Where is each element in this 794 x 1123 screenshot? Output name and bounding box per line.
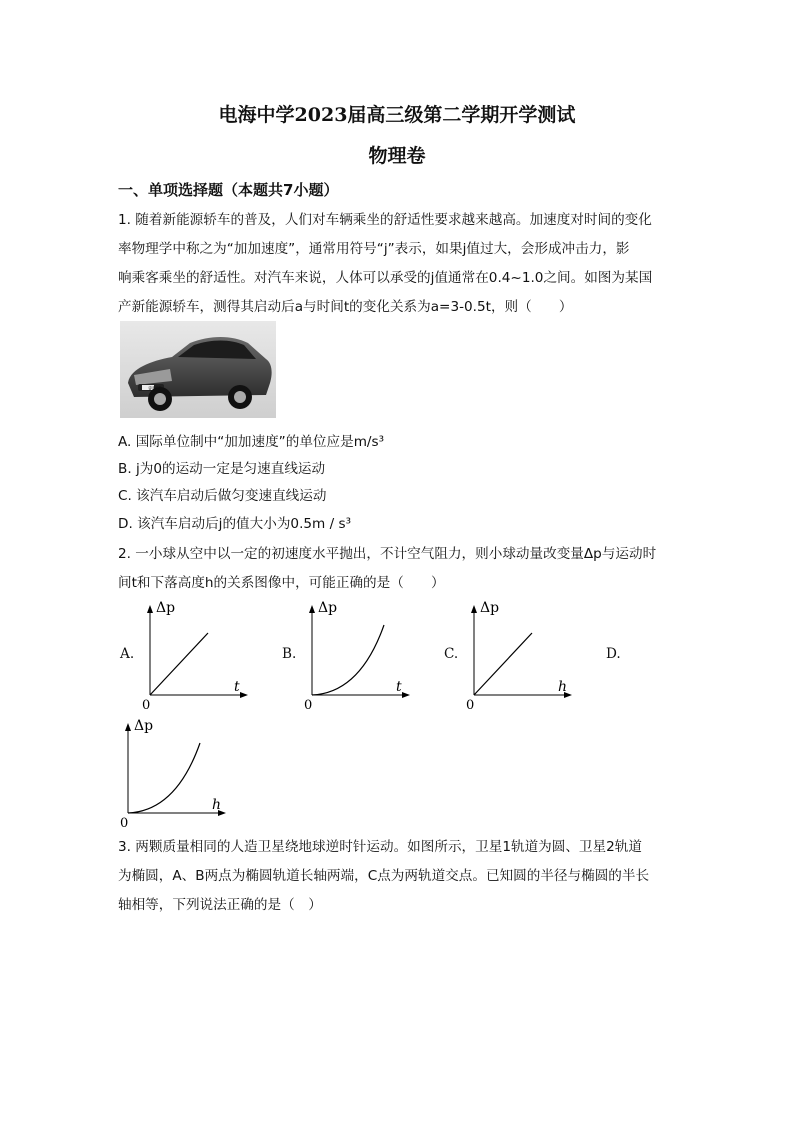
graph-a bbox=[140, 597, 250, 713]
question-line: 间t和下落高度h的关系图像中，可能正确的是（ ） bbox=[118, 575, 445, 591]
question-line: 1. 随着新能源轿车的普及，人们对车辆乘坐的舒适性要求越来越高。加速度对时间的变化 bbox=[118, 212, 652, 228]
origin-label: 0 bbox=[304, 698, 313, 713]
graph-c bbox=[464, 597, 574, 713]
x-axis-label: h bbox=[212, 797, 222, 813]
question-line: 产新能源轿车，测得其启动后a与时间t的变化关系为a=3-0.5t，则（ ） bbox=[118, 299, 573, 315]
question-2-text bbox=[118, 540, 678, 598]
page-subtitle: 物理卷 bbox=[368, 145, 426, 167]
question-1-text bbox=[118, 206, 678, 322]
graph-option-a-label: A. bbox=[120, 646, 135, 662]
question-line: 响乘客乘坐的舒适性。对汽车来说，人体可以承受的j值通常在0.4~1.0之间。如图为某国 bbox=[118, 270, 653, 286]
page-title: 电海中学2023届高三级第二学期开学测试 bbox=[218, 104, 576, 126]
option-b: B. j为0的运动一定是匀速直线运动 bbox=[118, 461, 326, 477]
question-line: 为椭圆，A、B两点为椭圆轨道长轴两端，C点为两轨道交点。已知圆的半径与椭圆的半长 bbox=[118, 868, 650, 884]
y-axis-label: Δp bbox=[156, 600, 176, 616]
option-d: D. 该汽车启动后j的值大小为0.5m / s³ bbox=[118, 516, 352, 532]
graph-option-c-label: C. bbox=[444, 646, 459, 662]
question-line: 2. 一小球从空中以一定的初速度水平抛出，不计空气阻力，则小球动量改变量Δp与运动时 bbox=[118, 546, 657, 562]
x-axis-label: h bbox=[558, 679, 568, 695]
origin-label: 0 bbox=[120, 816, 129, 831]
y-axis-label: Δp bbox=[318, 600, 338, 616]
question-3-text bbox=[118, 833, 678, 920]
x-axis-label: t bbox=[234, 679, 240, 695]
graph-option-b-label: B. bbox=[282, 646, 297, 662]
origin-label: 0 bbox=[142, 698, 151, 713]
graph-option-d-label: D. bbox=[606, 646, 621, 662]
section-heading: 一、单项选择题（本题共7小题） bbox=[118, 181, 339, 199]
graph-d bbox=[118, 715, 228, 831]
x-axis-label: t bbox=[396, 679, 402, 695]
question-line: 轴相等，下列说法正确的是（ ） bbox=[118, 897, 322, 913]
car-photo bbox=[120, 321, 276, 418]
car-plate-text: 睿骋CC bbox=[148, 385, 162, 391]
question-line: 3. 两颗质量相同的人造卫星绕地球逆时针运动。如图所示，卫星1轨道为圆、卫星2轨道 bbox=[118, 839, 642, 855]
option-a: A. 国际单位制中“加加速度”的单位应是m/s³ bbox=[118, 434, 385, 450]
origin-label: 0 bbox=[466, 698, 475, 713]
y-axis-label: Δp bbox=[134, 718, 154, 734]
option-c: C. 该汽车启动后做匀变速直线运动 bbox=[118, 488, 327, 504]
y-axis-label: Δp bbox=[480, 600, 500, 616]
graph-b bbox=[302, 597, 412, 713]
question-line: 率物理学中称之为“加加速度”，通常用符号“j”表示，如果j值过大，会形成冲击力，影 bbox=[118, 241, 630, 257]
